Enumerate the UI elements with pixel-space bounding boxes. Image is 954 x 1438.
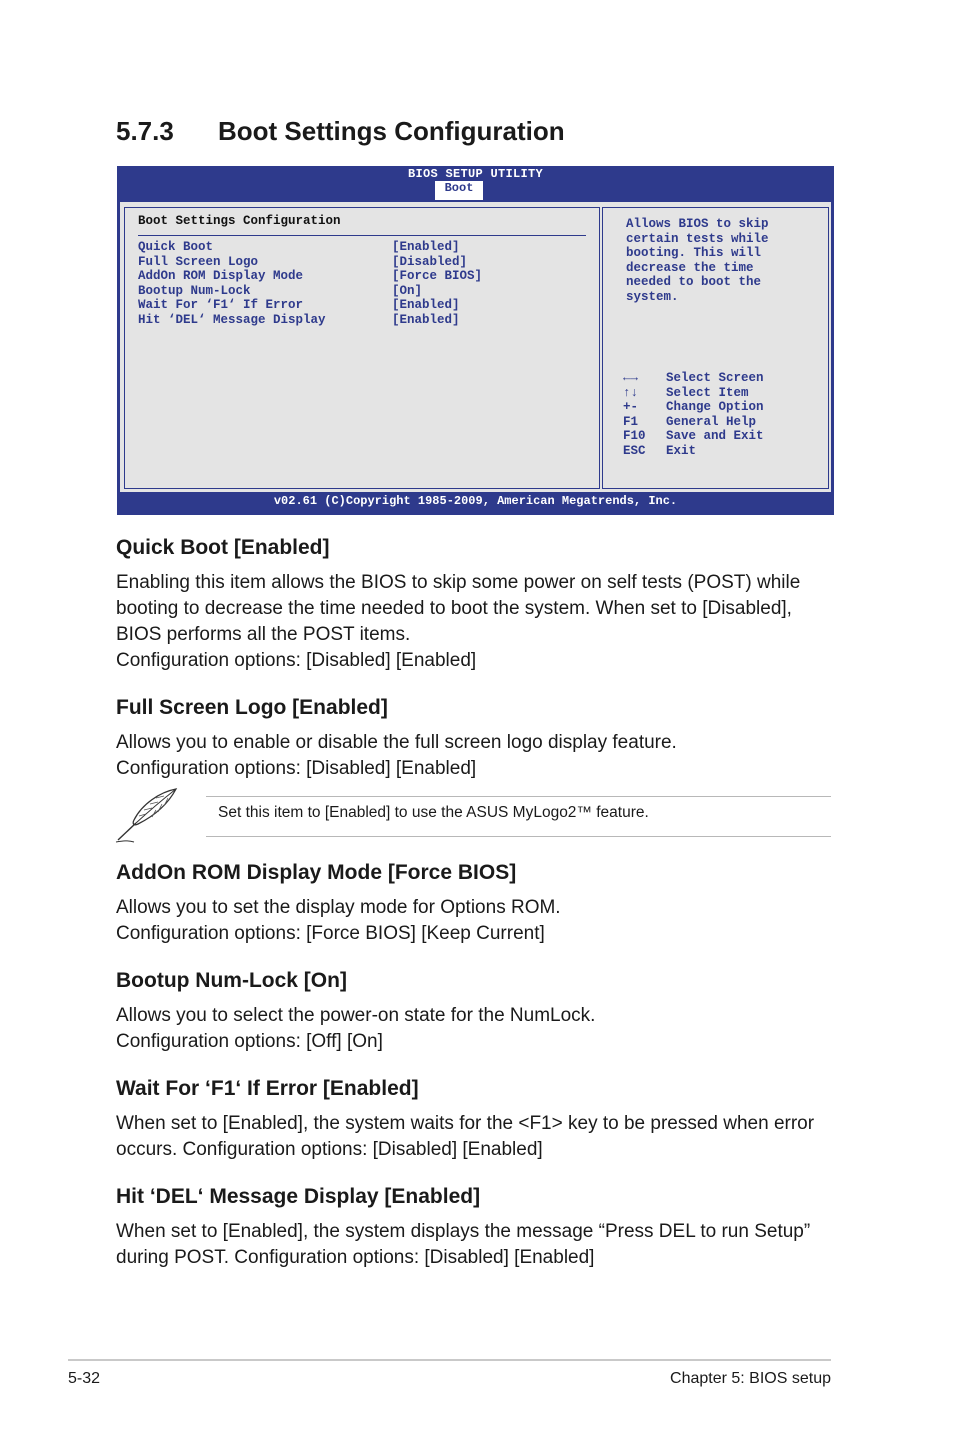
bios-key-save-exit	[623, 429, 823, 444]
text-line: during POST. Configuration options: [Disabled] [Enabled]	[116, 1247, 595, 1268]
tab-boot[interactable]: Boot	[435, 181, 483, 200]
text-line: Configuration options: [Force BIOS] [Keep Current]	[116, 923, 545, 944]
bios-item-value[interactable]: [On]	[392, 283, 423, 298]
bios-item-quick-boot[interactable]	[138, 240, 588, 255]
bios-item-label: Quick Boot	[138, 240, 214, 254]
paragraph-hit-del-message	[116, 1219, 846, 1271]
text-line: Allows you to select the power-on state for the NumLock.	[116, 1005, 596, 1026]
bios-item-label: AddOn ROM Display Mode	[138, 269, 304, 283]
bios-item-bootup-num-lock[interactable]	[138, 284, 588, 299]
bios-key-desc: Select Screen	[666, 371, 764, 385]
bios-key-desc: Save and Exit	[666, 429, 764, 443]
heading-quick-boot: Quick Boot [Enabled]	[116, 536, 330, 559]
bios-item-full-screen-logo[interactable]	[138, 255, 588, 270]
section-title: Boot Settings Configuration	[218, 116, 565, 146]
bios-item-label: Full Screen Logo	[138, 254, 259, 269]
heading-wait-for-f1: Wait For ‘F1‘ If Error [Enabled]	[116, 1077, 419, 1100]
bios-key-desc: Change Option	[666, 400, 764, 414]
bios-item-value[interactable]: [Disabled]	[392, 254, 468, 269]
bios-body	[120, 202, 831, 492]
text-line: Configuration options: [Disabled] [Enabled]	[116, 758, 477, 779]
heading-full-screen-logo: Full Screen Logo [Enabled]	[116, 696, 388, 719]
paragraph-addon-rom-display-mode	[116, 895, 846, 947]
bios-key-desc: Select Item	[666, 385, 749, 400]
bios-settings-panel	[124, 207, 600, 489]
bios-key-exit	[623, 444, 823, 459]
note-text: Set this item to [Enabled] to use the ASUS MyLogo2™ feature.	[218, 804, 649, 821]
bios-item-value[interactable]: [Enabled]	[392, 240, 460, 254]
paragraph-wait-for-f1	[116, 1111, 846, 1163]
bios-key-code: +-	[623, 400, 639, 414]
text-line: Enabling this item allows the BIOS to skip some power on self tests (POST) while	[116, 572, 801, 593]
bios-item-wait-for-f1[interactable]	[138, 298, 588, 313]
text-line: When set to [Enabled], the system waits for the <F1> key to be pressed when error	[116, 1113, 815, 1134]
text-line: booting to decrease the time needed to boot the system. When set to [Disabled],	[116, 598, 792, 619]
section-number: 5.7.3	[116, 116, 174, 146]
bios-screenshot	[117, 166, 834, 515]
bios-key-general-help	[623, 415, 823, 430]
text-line: Configuration options: [Off] [On]	[116, 1031, 383, 1052]
heading-addon-rom-display-mode: AddOn ROM Display Mode [Force BIOS]	[116, 861, 517, 884]
feather-pen-icon	[112, 786, 182, 846]
bios-item-value[interactable]: [Enabled]	[392, 298, 460, 312]
bios-title: BIOS SETUP UTILITY	[407, 167, 544, 181]
bios-key-code: ESC	[623, 443, 646, 458]
text-line: Allows you to set the display mode for Options ROM.	[116, 897, 561, 918]
arrows-left-right-icon: ←→	[623, 371, 639, 385]
text-line: Allows you to enable or disable the full screen logo display feature.	[116, 732, 677, 753]
text-line: BIOS performs all the POST items.	[116, 624, 411, 645]
footer-rule	[68, 1359, 831, 1361]
bios-item-addon-rom-display-mode[interactable]	[138, 269, 588, 284]
bios-key-desc: General Help	[666, 414, 757, 429]
bios-item-value[interactable]: [Enabled]	[392, 312, 460, 327]
bios-item-value[interactable]: [Force BIOS]	[392, 269, 483, 283]
bios-item-label: Bootup Num-Lock	[138, 283, 251, 298]
bios-key-code: F10	[623, 429, 646, 443]
note-bottom-rule	[206, 836, 831, 837]
arrows-up-down-icon: ↑↓	[623, 385, 639, 400]
bios-key-code: F1	[623, 414, 639, 429]
bios-copyright: v02.61 (C)Copyright 1985-2009, American Megatrends, Inc.	[273, 494, 678, 508]
text-line: occurs. Configuration options: [Disabled] [Enabled]	[116, 1139, 543, 1160]
bios-key-select-item	[623, 386, 823, 401]
text-line: Configuration options: [Disabled] [Enabled]	[116, 650, 477, 671]
bios-help-panel	[602, 207, 829, 489]
note-top-rule	[206, 796, 831, 797]
heading-hit-del-message: Hit ‘DEL‘ Message Display [Enabled]	[116, 1185, 481, 1208]
paragraph-bootup-num-lock	[116, 1003, 846, 1055]
chapter-label: Chapter 5: BIOS setup	[670, 1370, 831, 1387]
bios-item-hit-del-message[interactable]	[138, 313, 588, 328]
bios-help-text: Allows BIOS to skip certain tests while booting. This will decrease the time needed to boot the system.	[626, 217, 769, 304]
bios-divider	[138, 235, 586, 236]
heading-bootup-num-lock: Bootup Num-Lock [On]	[116, 969, 347, 992]
bios-key-change-option	[623, 400, 823, 415]
bios-panel-title: Boot Settings Configuration	[138, 214, 341, 228]
paragraph-quick-boot	[116, 570, 846, 674]
bios-key-desc: Exit	[666, 443, 697, 458]
paragraph-full-screen-logo	[116, 730, 846, 782]
bios-key-select-screen	[623, 371, 823, 386]
page-number: 5-32	[68, 1370, 101, 1387]
bios-item-label: Hit ‘DEL‘ Message Display	[138, 312, 326, 327]
text-line: When set to [Enabled], the system displays the message “Press DEL to run Setup”	[116, 1221, 811, 1242]
bios-item-label: Wait For ‘F1‘ If Error	[138, 298, 304, 312]
